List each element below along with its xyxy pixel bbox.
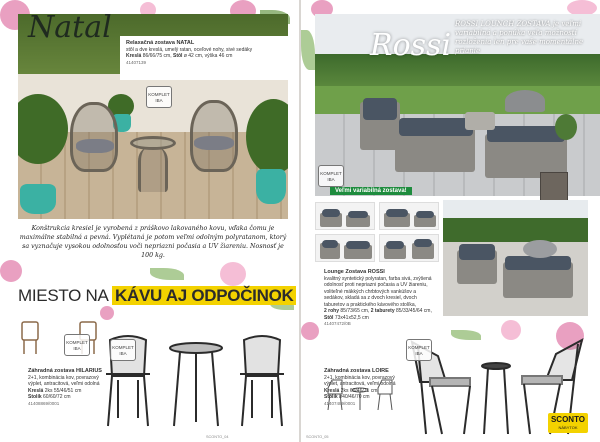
heading-highlight: KÁVU AJ ODPOČINOK — [112, 286, 296, 305]
natal-chairs-label: Kreslá — [126, 53, 142, 59]
hilarius-title: Záhradná zostava HILARIUS — [28, 368, 102, 374]
leaf-decoration — [301, 30, 315, 70]
natal-chairs-dims: 86/66/75 cm, — [142, 53, 172, 59]
leaf-decoration — [150, 268, 184, 280]
rossi-photo-secondary — [443, 200, 588, 316]
rossi-info-desc: kvalitný syntetický polyratan, farba sivá, zvýšená odolnosť proti nepriazni počasia a UV žiareniu, voliteľné mäkkých chrbtových vankúšov a sedákov, skladá sa z dvoch kresiel, dvoch taburetov a praktického kávového stolíka, — [324, 275, 432, 308]
rossi-corner-label: 2 rohy — [324, 308, 340, 314]
hilarius-table — [170, 343, 222, 426]
natal-description: Konštrukcia kresiel je vyrobená z práškovo lakovaného kovu, vďaka čomu je maximálne stabilná a pevná. Vyplétaná je potom veľmi odolným polyratanom, ktorý sa vyznačuje vysokou odolnosťou voči nepriazni počasia a UV žiareniu. Nosnosť je 100 kg. — [19, 225, 287, 259]
flower-decoration — [301, 322, 319, 340]
variable-badge: Veľmi variabilná zostava! — [330, 187, 412, 195]
hilarius-desc: 2+1, kombinácia kov, povrazový výplet, antracitová, veľmi odolná — [28, 374, 100, 387]
rossi-corner-dims: 85/73/65 cm, — [340, 308, 370, 314]
rossi-tagline: ROSSI LOUNCH ZOSTAVA je veľmi variabilná a ponúka veľa možností rozloženia len pre vaše momentálne prianie — [455, 20, 584, 55]
komplet-stamp: KOMPLET IBA — [146, 86, 172, 108]
komplet-stamp: KOMPLET IBA — [406, 339, 432, 361]
hilarius-table-label: Stolík — [28, 394, 42, 400]
komplet-stamp: KOMPLET IBA — [64, 334, 90, 356]
rossi-configurations — [315, 200, 441, 262]
loire-title: Záhradná zostava LOIRE — [324, 368, 389, 374]
hilarius-table-dims: 60/60/72 cm — [43, 394, 71, 400]
hilarius-chair-right — [240, 336, 284, 426]
hilarius-chairs-dims: 2ks 55/46/51 cm — [44, 387, 82, 394]
rossi-code: 41407472/0B — [324, 321, 351, 326]
page-number-right: SCONTO_05 — [306, 435, 329, 439]
rossi-table-dims: 73x41x52,5 cm — [334, 314, 369, 321]
rossi-table — [465, 112, 495, 130]
natal-table-label: Stôl — [172, 53, 183, 59]
rossi-config-thumb — [315, 202, 375, 230]
rossi-info-title: Lounge Zostava ROSSI — [324, 269, 385, 275]
natal-info-desc: stôl a dve kreslá, umelý ratan, oceľové nohy, sivé sedáky — [126, 46, 253, 53]
hilarius-code: 41408869/0001 — [28, 400, 60, 406]
natal-code: 41407139 — [126, 59, 147, 65]
loire-chairs-label: Kreslá — [324, 387, 340, 394]
natal-chair-left — [70, 102, 118, 172]
rossi-config-thumb — [379, 234, 439, 262]
rossi-config-thumb — [379, 202, 439, 230]
heading-pre: MIESTO NA — [18, 286, 108, 305]
loire-table — [482, 363, 510, 434]
loire-code: 41407489/0001 — [324, 400, 356, 406]
loire-desc: 2+1, kombinácia kov, povrazový výplet, antracitová, veľmi odolná — [324, 374, 396, 387]
loire-table-dims: ø40/46/70 cm — [339, 394, 370, 400]
page-number-left: SCONTO_04 — [206, 435, 229, 439]
rossi-taburet-label: 2 taburety — [370, 308, 395, 314]
natal-title: Natal — [28, 10, 112, 45]
natal-info-box — [120, 36, 292, 80]
hilarius-chairs-label: Kreslá — [28, 387, 44, 394]
loire-chairs-dims: 2ks 60/46/71 cm — [340, 387, 378, 394]
rossi-config-thumb — [315, 234, 375, 262]
komplet-stamp: KOMPLET IBA — [110, 339, 136, 361]
natal-info-title: Relaxačná zostava NATAL — [126, 40, 195, 46]
rossi-info-box — [318, 265, 438, 326]
hilarius-info-box — [22, 364, 110, 416]
flower-decoration — [0, 260, 22, 282]
natal-table-dims: ø 42 cm, výška 46 cm — [183, 53, 233, 59]
brand-main: SCONTO — [550, 415, 586, 424]
loire-info-box — [318, 364, 408, 418]
rossi-title: Rossi — [370, 28, 452, 63]
brand-sub: NÁBYTOK — [558, 425, 578, 430]
rossi-table-label: Stôl — [324, 314, 334, 321]
section-heading — [18, 286, 296, 306]
loire-table-label: Stolík — [324, 394, 338, 400]
flower-decoration — [220, 262, 246, 286]
komplet-stamp: KOMPLET IBA — [318, 165, 344, 187]
rossi-taburet-dims: 85/33/45/64 cm, — [396, 308, 432, 314]
sconto-logo — [548, 413, 588, 433]
